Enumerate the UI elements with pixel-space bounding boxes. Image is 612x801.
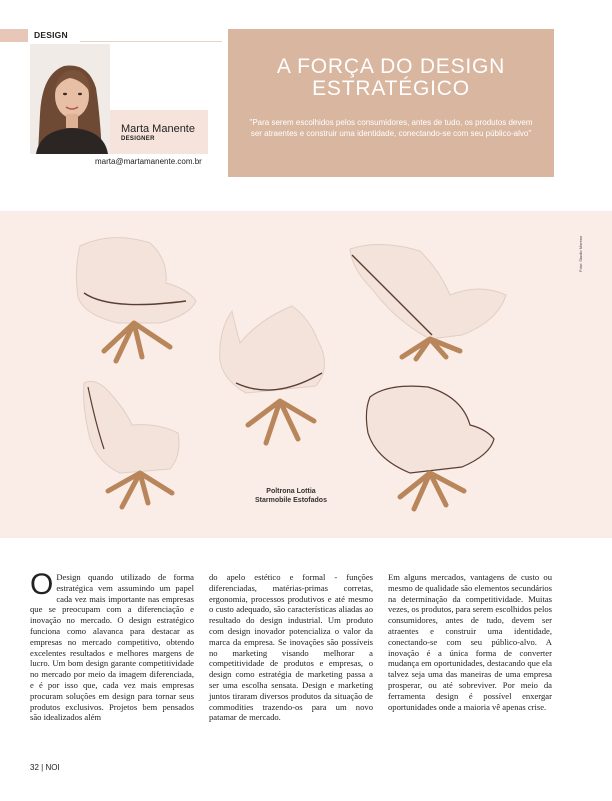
folio-separator: | — [41, 763, 44, 772]
author-photo — [30, 44, 110, 154]
author-role: DESIGNER — [121, 136, 155, 142]
page-number: 32 — [30, 763, 39, 772]
chair-front-center — [220, 306, 325, 443]
body-text-1: Design quando utilizado de forma estratégica vem assumindo um papel cada vez mais importante nas empresas que se preocupam com a diferenciação e inovação no mercado. O design estratégico funciona como alavanca para destacar as empresas no mercado competitivo, obtendo excelentes resultados e melhores margens de lucro. Um bom design garante competitividade no mercado por meio da imagem diferenciada, e é por isso que, cada vez mais empresas procuram soluções em design para tornar seus produtos exclusivos. Projetos bem pensados são idealizados além — [30, 572, 194, 723]
folio — [30, 763, 60, 772]
section-tab — [0, 29, 28, 42]
photo-credit: Foto: Studio Moreno — [578, 235, 583, 272]
body-column-3: Em alguns mercados, vantagens de custo ou mesmo de qualidade são elementos secundários na determinação da competitividade. Muitas vezes, os produtos, para serem escolhidos pelos consumidores, antes de tudo, devem ser atraentes e construir uma identidade, conectando-se com seu público-alvo. A inovação é a única forma de converter mudança em oportunidades, destacando que ela talvez seja uma das maneiras de uma empresa prosperar, ou até sobreviver. Por meio da ferramenta design é possível enxergar oportunidades onde a maioria vê apenas crise. — [388, 572, 552, 712]
title-box — [228, 29, 554, 177]
caption-brand: Starmobile Estofados — [255, 497, 327, 504]
caption-product: Poltrona Lottia — [266, 488, 316, 495]
article-subtitle: "Para serem escolhidos pelos consumidores, antes de tudo, os produtos devem ser atraentes e construir uma identidade, conectando-se com seu público-alvo" — [249, 118, 533, 138]
author-name: Marta Manente — [121, 123, 195, 135]
section-divider — [80, 41, 222, 42]
author-email[interactable]: marta@martamanente.com.br — [95, 157, 202, 166]
body-column-1 — [30, 568, 194, 723]
chair-side-right — [350, 244, 506, 359]
photo-caption — [244, 487, 338, 505]
chair-front-left — [76, 238, 196, 361]
magazine-name: NOI — [45, 763, 60, 772]
drop-cap: O — [30, 568, 54, 601]
article-title: A FORÇA DO DESIGN ESTRATÉGICO — [276, 55, 506, 100]
section-label: DESIGN — [34, 30, 68, 40]
chair-back-right — [366, 386, 494, 509]
chair-side-left — [84, 381, 179, 507]
body-column-2: do apelo estético e formal - funções diferenciadas, matérias-primas corretas, ergonomia, processos produtivos e até mesmo o custo adequado, são características aliadas ao resultado do design industrial. Um produto com design inovador potencializa o valor da marca da empresa. Se inovações são possíveis no marketing visando melhorar a competitividade de produtos e empresas, o design como estratégia de marketing passa a ser uma escolha sensata. Design e marketing juntos tiraram diversos produtos da situação de commodities trazendo-os para um novo patamar de mercado. — [209, 572, 373, 723]
